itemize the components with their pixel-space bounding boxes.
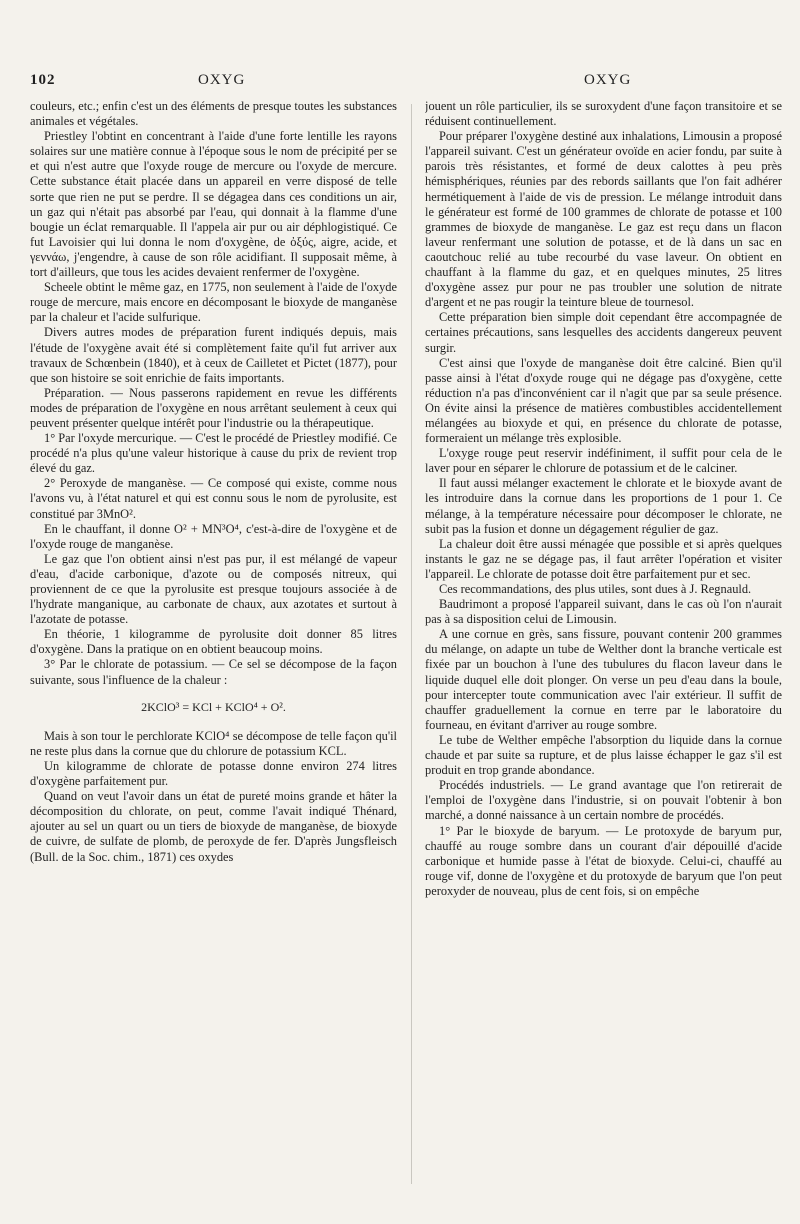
paragraph: En le chauffant, il donne O² + MN³O⁴, c'est-à-dire de l'oxygène et de l'oxyde rouge de manganèse.: [30, 521, 397, 551]
paragraph: C'est ainsi que l'oxyde de manganèse doit être calciné. Bien qu'il passe ainsi à l'état d'oxyde rouge qui ne dégage pas d'oxygène, cette réduction n'a pas d'inconvénient car il n'agit que par sa seule présence. On évite ainsi la présence de matières combustibles accidentellement mélangées au bioxyde et qui, en présence du chlorate de potasse, formeraient un mélange très explosible.: [425, 355, 782, 446]
page-header: [30, 72, 770, 92]
paragraph: Pour préparer l'oxygène destiné aux inhalations, Limousin a proposé l'appareil suivant. C'est un générateur ovoïde en acier fondu, par suite à parois très résistantes, et formé de deux calottes à peu près hémisphériques, réunies par des rebords saillants que l'on fait adhérer hermétiquement à l'aide de vis de pression. Le mélange introduit dans le générateur est formé de 100 grammes de chlorate de potasse et 100 grammes de bioxyde de manganèse. Le gaz est reçu dans un flacon laveur renfermant une solution de potasse, et de là dans un sac en caoutchouc relié au tube recourbé du vase laveur. On obtient en chauffant à la flamme du gaz, et en quelques minutes, 25 litres d'oxygène assez pur pour ne pas troubler une solution de nitrate d'argent et ne pas rougir la teinture bleue de tournesol.: [425, 129, 782, 310]
paragraph: Baudrimont a proposé l'appareil suivant, dans le cas où l'on n'aurait pas à sa disposition celui de Limousin.: [425, 597, 782, 627]
paragraph: couleurs, etc.; enfin c'est un des éléments de presque toutes les substances animales et végétales.: [30, 99, 397, 129]
paragraph: En théorie, 1 kilogramme de pyrolusite doit donner 85 litres d'oxygène. Dans la pratique on en obtient beaucoup moins.: [30, 627, 397, 657]
paragraph-industrial: Procédés industriels. — Le grand avantage que l'on retirerait de l'emploi de l'oxygène dans l'industrie, si on pouvait l'obtenir à bon marché, a donné naissance à un certain nombre de procédés.: [425, 778, 782, 823]
page-number: 102: [30, 72, 56, 88]
paragraph: jouent un rôle particulier, ils se suroxydent d'une façon transitoire et se réduisent continuellement.: [425, 99, 782, 129]
paragraph: 2° Peroxyde de manganèse. — Ce composé qui existe, comme nous l'avons vu, à l'état naturel et qui est connu sous le nom de pyrolusite, est constitué par 3MnO².: [30, 476, 397, 521]
paragraph: Mais à son tour le perchlorate KClO⁴ se décompose de telle façon qu'il ne reste plus dans la cornue que du chlorure de potassium KCL.: [30, 728, 397, 758]
paragraph: Divers autres modes de préparation furent indiqués depuis, mais l'étude de l'oxygène avait été si complètement faite qu'il fut arriver aux travaux de Schœnbein (1840), et à ceux de Cailletet et Pictet (1877), pour que son histoire se soit enrichie de faits importants.: [30, 325, 397, 385]
paragraph: Le gaz que l'on obtient ainsi n'est pas pur, il est mélangé de vapeur d'eau, d'acide carbonique, d'azote ou de composés nitreux, qui proviennent de ce que la pyrolusite est presque toujours associée à de l'hydrate manganique, au carbonate de chaux, aux azotates et surtout à l'azotate de potasse.: [30, 551, 397, 627]
paragraph: Priestley l'obtint en concentrant à l'aide d'une forte lentille les rayons solaires sur une matière connue à l'époque sous le nom de précipité per se et qui n'est autre que l'oxyde rouge de mercure ou l'oxyde de mercure. Cette substance était placée dans un appareil en verre disposé de telle sorte que rien ne put se perdre. Il se dégagea dans ces conditions un air, un gaz qui n'était pas absorbé par l'eau, qui donnait à la flamme d'une bougie un éclat remarquable. Il l'appela air pur ou air déphlogistiqué. Ce fut Lavoisier qui lui donna le nom d'oxygène, de ὀξύς, aigre, acide, et γεννάω, j'engendre, à cause de son rôle acidifiant. Il supposait même, à tort d'ailleurs, que tous les acides devaient renfermer de l'oxygène.: [30, 129, 397, 280]
paragraph: Quand on veut l'avoir dans un état de pureté moins grande et hâter la décomposition du chlorate, on peut, comme l'avait indiqué Thénard, ajouter au sel un quart ou un tiers de bioxyde de manganèse, de bioxyde de cuivre, de sulfate de plomb, de peroxyde de fer. D'après Jungsfleisch (Bull. de la Soc. chim., 1871) ces oxydes: [30, 789, 397, 864]
paragraph: 1° Par l'oxyde mercurique. — C'est le procédé de Priestley modifié. Ce procédé n'a plus qu'une valeur historique à cause du prix de revient trop élevé du gaz.: [30, 431, 397, 476]
paragraph: Cette préparation bien simple doit cependant être accompagnée de certaines précautions, sans lesquelles des accidents dangereux peuvent surgir.: [425, 310, 782, 355]
paragraph: Scheele obtint le même gaz, en 1775, non seulement à l'aide de l'oxyde rouge de mercure, mais encore en décomposant le bioxyde de manganèse par la chaleur et l'acide sulfurique.: [30, 280, 397, 325]
paragraph-preparation: Préparation. — Nous passerons rapidement en revue les différents modes de préparation de l'oxygène en nous arrêtant seulement à ceux qui peuvent présenter quelque intérêt pour l'industrie ou la thérapeutique.: [30, 385, 397, 430]
paragraph: Un kilogramme de chlorate de potasse donne environ 274 litres d'oxygène parfaitement pur.: [30, 758, 397, 789]
right-column: [425, 99, 782, 1199]
paragraph: Le tube de Welther empêche l'absorption du liquide dans la cornue chaude et par suite sa rupture, et de plus laisse échapper le gaz s'il est produit en trop grande abondance.: [425, 732, 782, 778]
paragraph: 3° Par le chlorate de potassium. — Ce sel se décompose de la façon suivante, sous l'influence de la chaleur :: [30, 657, 397, 687]
paragraph: L'oxyge rouge peut reservir indéfiniment, il suffit pour cela de le laver pour en séparer le chlorure de potassium et de le calciner.: [425, 446, 782, 476]
paragraph: 1° Par le bioxyde de baryum. — Le protoxyde de baryum pur, chauffé au rouge sombre dans un courant d'air dépouillé d'acide carbonique et humide passe à l'état de bioxyde. Celui-ci, chauffé au rouge vif, donne de l'oxygène et du protoxyde de baryum que l'on peut peroxyder de nouveau, plus de cent fois, si on empêche: [425, 823, 782, 898]
paragraph: Il faut aussi mélanger exactement le chlorate et le bioxyde avant de les introduire dans la cornue dans les proportions de 1 pour 1. Ce mélange, à la température nécessaire pour décomposer le chlorate, ne subit pas la fusion et donne un dégagement régulier de gaz.: [425, 476, 782, 536]
chemical-equation: 2KClO³ = KCl + KClO⁴ + O².: [141, 699, 286, 714]
paragraph: A une cornue en grès, sans fissure, pouvant contenir 200 grammes du mélange, on adapte un tube de Welther dont la branche verticale est fixée par un bouchon à l'une des tubulures du flacon laveur dans le liquide duquel elle doit plonger. On verse un peu d'eau dans la boule, pour intercepter toute communication avec l'air extérieur. Il suffit de chauffer graduellement la cornue en terre par le laboratoire du fourneau, en évitant d'arriver au rouge sombre.: [425, 627, 782, 732]
column-divider: [411, 104, 412, 1184]
running-head-left: OXYG: [198, 72, 246, 88]
running-head-right: OXYG: [584, 72, 632, 88]
paragraph: Ces recommandations, des plus utiles, sont dues à J. Regnauld.: [439, 582, 752, 596]
paragraph: La chaleur doit être aussi ménagée que possible et si après quelques instants le gaz ne se dégage pas, il faut arrêter l'opération et visiter l'appareil. Le chlorate de potasse doit être parfaitement pur et sec.: [425, 536, 782, 581]
left-column: [30, 99, 397, 1199]
